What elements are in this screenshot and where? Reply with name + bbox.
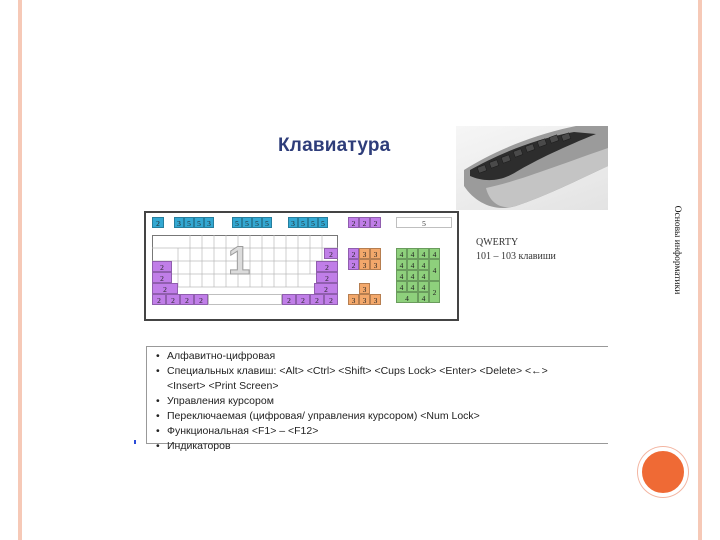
keyboard-photo xyxy=(456,126,608,210)
special-key: 2 xyxy=(152,294,166,305)
function-key: 5 xyxy=(194,217,204,228)
function-key: 3 xyxy=(204,217,214,228)
right-frame-bar xyxy=(698,0,702,540)
special-key: 2 xyxy=(180,294,194,305)
special-key: 2 xyxy=(359,217,370,228)
special-key: 2 xyxy=(314,283,338,294)
special-key: 2 xyxy=(348,248,359,259)
special-key: 2 xyxy=(152,283,178,294)
list-item: • Переключаемая (цифровая/ управления курсором) <Num Lock> xyxy=(155,409,608,424)
numpad-key: 4 xyxy=(429,259,440,281)
numpad-key: 4 xyxy=(396,292,418,303)
special-key: 2 xyxy=(310,294,324,305)
numpad-key: 4 xyxy=(396,270,407,281)
function-key: 5 xyxy=(252,217,262,228)
function-key: 5 xyxy=(318,217,328,228)
cursor-key: 3 xyxy=(370,294,381,305)
numpad-key: 4 xyxy=(407,259,418,270)
spacebar-key xyxy=(208,294,282,305)
list-item-continuation: <Insert> <Print Screen> xyxy=(167,380,279,392)
numpad-key: 4 xyxy=(418,259,429,270)
slide-image xyxy=(134,126,608,452)
keyboard-groups-list xyxy=(146,346,608,452)
cursor-key: 3 xyxy=(348,294,359,305)
function-key: 3 xyxy=(174,217,184,228)
function-key: 5 xyxy=(242,217,252,228)
special-key: 2 xyxy=(348,217,359,228)
list-item: • Алфавитно-цифровая xyxy=(155,349,608,364)
numpad-key: 4 xyxy=(418,292,429,303)
cursor-key: 3 xyxy=(359,259,370,270)
side-label xyxy=(662,180,692,320)
keyboard-layout-diagram xyxy=(144,211,459,321)
side-label-text: Основы информатики xyxy=(672,205,682,295)
special-key: 2 xyxy=(324,248,338,259)
alphanumeric-label: 1 xyxy=(228,239,251,283)
numpad-key: 4 xyxy=(407,270,418,281)
decorative-circle xyxy=(638,447,688,497)
special-key: 2 xyxy=(152,261,172,272)
function-key: 5 xyxy=(262,217,272,228)
numpad-key: 4 xyxy=(407,281,418,292)
function-key: 5 xyxy=(232,217,242,228)
numpad-key: 4 xyxy=(429,248,440,259)
special-key: 2 xyxy=(370,217,381,228)
numpad-key: 4 xyxy=(396,281,407,292)
special-key: 2 xyxy=(316,272,338,283)
function-key: 5 xyxy=(308,217,318,228)
numpad-key: 4 xyxy=(396,248,407,259)
numpad-key: 2 xyxy=(429,281,440,303)
list-item: • Управления курсором xyxy=(155,394,608,409)
list-item: • Специальных клавиш: <Alt> <Ctrl> <Shift> <Cups Lock> <Enter> <Delete> <←> xyxy=(155,364,608,379)
cursor-key: 3 xyxy=(359,283,370,294)
numpad-key: 4 xyxy=(418,270,429,281)
numpad-key: 4 xyxy=(396,259,407,270)
cursor-key: 3 xyxy=(370,259,381,270)
numpad-key: 4 xyxy=(418,281,429,292)
layout-name: QWERTY xyxy=(476,237,519,248)
special-key: 2 xyxy=(282,294,296,305)
indicators-block: 5 xyxy=(396,217,452,228)
special-key: 2 xyxy=(316,261,338,272)
special-key: 2 xyxy=(324,294,338,305)
special-key: 2 xyxy=(296,294,310,305)
key-count: 101 – 103 клавиши xyxy=(476,251,556,262)
left-frame-bar xyxy=(18,0,22,540)
ergonomic-keyboard-image xyxy=(456,126,608,210)
esc-key: 2 xyxy=(152,217,164,228)
cursor-key: 3 xyxy=(359,248,370,259)
keyboard-info xyxy=(476,236,556,264)
function-key: 3 xyxy=(288,217,298,228)
function-key: 5 xyxy=(298,217,308,228)
special-key: 2 xyxy=(194,294,208,305)
numpad-key: 4 xyxy=(418,248,429,259)
special-key: 2 xyxy=(152,272,172,283)
special-key: 2 xyxy=(166,294,180,305)
numpad-key: 4 xyxy=(407,248,418,259)
slide-title: Клавиатура xyxy=(278,135,391,156)
special-key: 2 xyxy=(348,259,359,270)
list-item: • Индикаторов xyxy=(155,439,608,452)
slide-marker xyxy=(134,440,136,444)
list-item: • Функциональная <F1> – <F12> xyxy=(155,424,608,439)
function-key: 5 xyxy=(184,217,194,228)
cursor-key: 3 xyxy=(359,294,370,305)
cursor-key: 3 xyxy=(370,248,381,259)
